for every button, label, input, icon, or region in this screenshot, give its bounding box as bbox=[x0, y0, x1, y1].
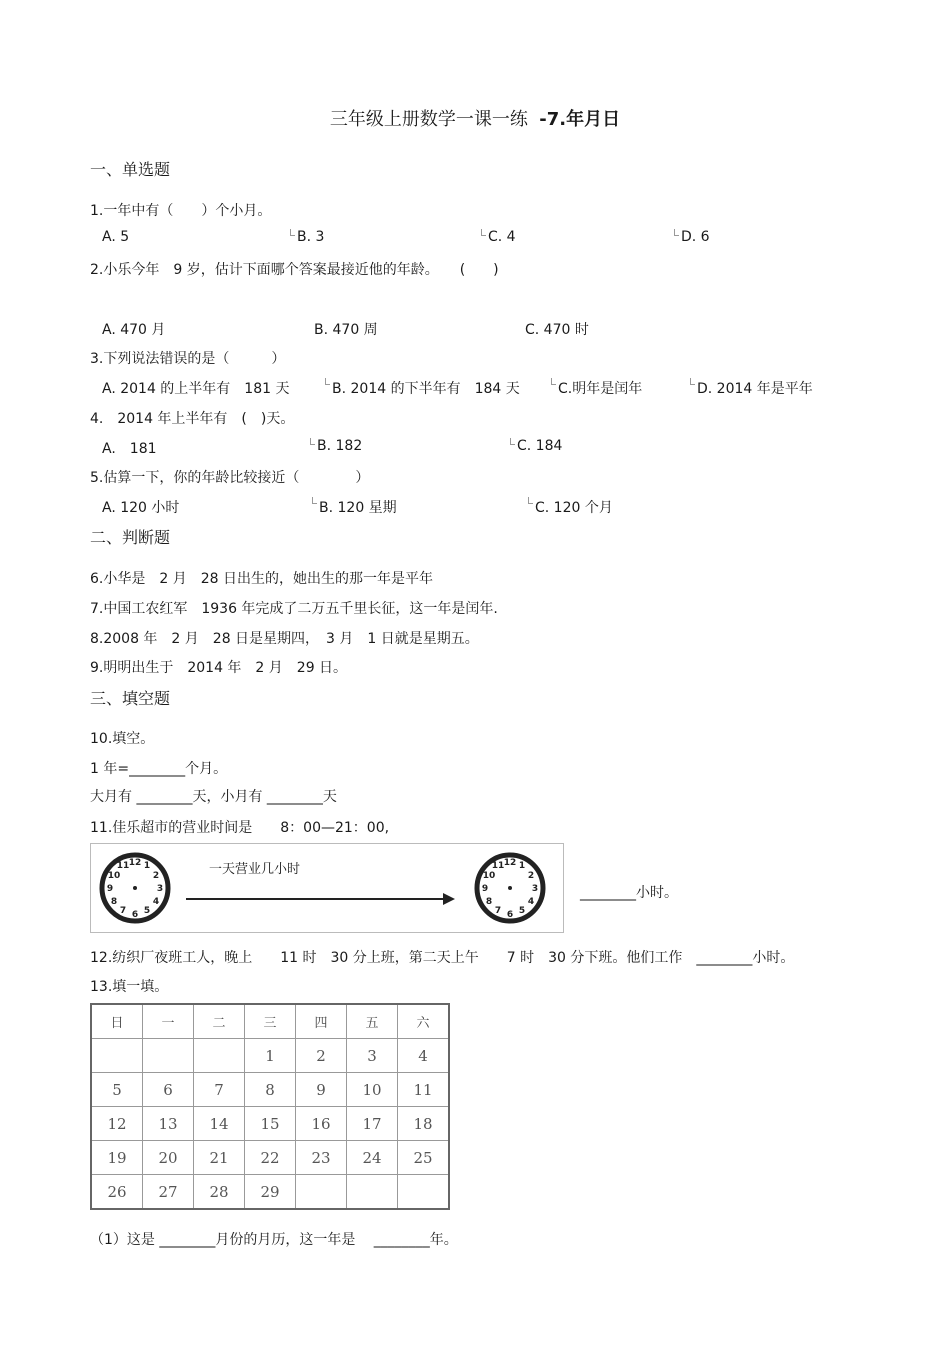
clock-end-icon bbox=[472, 850, 548, 926]
question-8: 8.2008 年 2 月 28 日是星期四， 3 月 1 日就是星期五。 bbox=[90, 631, 479, 647]
clock-start-icon bbox=[97, 850, 173, 926]
svg-text:9: 9 bbox=[106, 884, 114, 894]
svg-text:5: 5 bbox=[143, 906, 151, 916]
arrow-line bbox=[186, 898, 446, 900]
option-marker-icon bbox=[551, 378, 556, 385]
q11-answer[interactable]: ________小时。 bbox=[580, 885, 678, 901]
svg-text:10: 10 bbox=[482, 871, 496, 881]
calendar-cell: 27 bbox=[143, 1175, 194, 1210]
calendar-cell: 29 bbox=[245, 1175, 296, 1210]
calendar-cell: 25 bbox=[398, 1141, 450, 1175]
q4-option-b[interactable]: B. 182 bbox=[310, 438, 362, 454]
option-marker-icon bbox=[481, 229, 486, 236]
clock-figure bbox=[90, 843, 564, 933]
calendar-cell: 15 bbox=[245, 1107, 296, 1141]
calendar-cell: 6 bbox=[143, 1073, 194, 1107]
q3-option-c[interactable]: C.明年是闰年 bbox=[551, 378, 642, 398]
svg-text:10: 10 bbox=[107, 871, 121, 881]
section-true-false: 二、判断题 bbox=[90, 528, 171, 547]
calendar-cell: 20 bbox=[143, 1141, 194, 1175]
arrow-right-icon bbox=[443, 893, 455, 905]
calendar-header: 五 bbox=[347, 1004, 398, 1039]
calendar-row bbox=[91, 1073, 449, 1107]
svg-text:11: 11 bbox=[491, 861, 505, 871]
svg-text:3: 3 bbox=[531, 884, 539, 894]
calendar-cell bbox=[194, 1039, 245, 1073]
q1-option-b[interactable]: B. 3 bbox=[290, 229, 324, 245]
svg-text:5: 5 bbox=[518, 906, 526, 916]
calendar-cell: 3 bbox=[347, 1039, 398, 1073]
q10-line-1[interactable]: 1 年=________个月。 bbox=[90, 761, 228, 777]
calendar-cell: 7 bbox=[194, 1073, 245, 1107]
calendar-header: 六 bbox=[398, 1004, 450, 1039]
calendar-cell: 10 bbox=[347, 1073, 398, 1107]
q1-option-a[interactable]: A. 5 bbox=[102, 229, 130, 245]
calendar-cell: 9 bbox=[296, 1073, 347, 1107]
q3-option-a[interactable]: A. 2014 的上半年有 181 天 bbox=[102, 381, 290, 397]
svg-text:1: 1 bbox=[143, 861, 151, 871]
svg-text:4: 4 bbox=[527, 897, 535, 907]
q5-option-c[interactable]: C. 120 个月 bbox=[528, 497, 613, 517]
q2-option-b[interactable]: B. 470 周 bbox=[314, 322, 378, 338]
section-fill-blank: 三、填空题 bbox=[90, 689, 171, 708]
svg-text:8: 8 bbox=[110, 897, 118, 907]
svg-text:12: 12 bbox=[503, 858, 517, 868]
question-2: 2.小乐今年 9 岁，估计下面哪个答案最接近他的年龄。 ( ) bbox=[90, 262, 499, 278]
calendar-cell: 8 bbox=[245, 1073, 296, 1107]
calendar-cell: 4 bbox=[398, 1039, 450, 1073]
calendar-cell: 19 bbox=[91, 1141, 143, 1175]
q3-option-b[interactable]: B. 2014 的下半年有 184 天 bbox=[325, 378, 520, 398]
question-13: 13.填一填。 bbox=[90, 979, 169, 995]
svg-text:11: 11 bbox=[116, 861, 130, 871]
section-single-choice: 一、单选题 bbox=[90, 160, 171, 179]
calendar-header: 一 bbox=[143, 1004, 194, 1039]
calendar-header: 三 bbox=[245, 1004, 296, 1039]
calendar-cell: 26 bbox=[91, 1175, 143, 1210]
option-marker-icon bbox=[290, 229, 295, 236]
option-marker-icon bbox=[690, 378, 695, 385]
q2-option-a[interactable]: A. 470 月 bbox=[102, 322, 166, 338]
option-marker-icon bbox=[310, 438, 315, 445]
calendar-header: 日 bbox=[91, 1004, 143, 1039]
q10-line-2[interactable]: 大月有 ________天，小月有 ________天 bbox=[90, 789, 337, 805]
page-title bbox=[0, 105, 950, 131]
q13-sub-1[interactable]: （1）这是 ________月份的月历，这一年是 ________年。 bbox=[90, 1232, 458, 1248]
calendar-cell: 23 bbox=[296, 1141, 347, 1175]
calendar-cell: 11 bbox=[398, 1073, 450, 1107]
calendar-cell: 12 bbox=[91, 1107, 143, 1141]
option-marker-icon bbox=[510, 438, 515, 445]
svg-text:2: 2 bbox=[527, 871, 535, 881]
question-12[interactable]: 12.纺织厂夜班工人，晚上 11 时 30 分上班，第二天上午 7 时 30 分下班。他们工作 ________小时。 bbox=[90, 950, 795, 966]
calendar-cell: 28 bbox=[194, 1175, 245, 1210]
calendar-cell: 21 bbox=[194, 1141, 245, 1175]
q5-option-a[interactable]: A. 120 小时 bbox=[102, 500, 180, 516]
svg-text:1: 1 bbox=[518, 861, 526, 871]
calendar-row bbox=[91, 1039, 449, 1073]
calendar-cell bbox=[143, 1039, 194, 1073]
svg-text:6: 6 bbox=[506, 910, 514, 920]
calendar-cell: 1 bbox=[245, 1039, 296, 1073]
calendar-header: 四 bbox=[296, 1004, 347, 1039]
calendar-cell: 18 bbox=[398, 1107, 450, 1141]
svg-text:9: 9 bbox=[481, 884, 489, 894]
q4-option-c[interactable]: C. 184 bbox=[510, 438, 562, 454]
calendar-cell: 5 bbox=[91, 1073, 143, 1107]
calendar-cell: 2 bbox=[296, 1039, 347, 1073]
calendar-cell: 24 bbox=[347, 1141, 398, 1175]
q2-option-c[interactable]: C. 470 时 bbox=[525, 322, 589, 338]
svg-text:12: 12 bbox=[128, 858, 142, 868]
option-marker-icon bbox=[674, 229, 679, 236]
svg-text:2: 2 bbox=[152, 871, 160, 881]
calendar-cell: 13 bbox=[143, 1107, 194, 1141]
option-marker-icon bbox=[528, 497, 533, 504]
svg-text:7: 7 bbox=[494, 906, 502, 916]
calendar-row bbox=[91, 1107, 449, 1141]
calendar-cell: 16 bbox=[296, 1107, 347, 1141]
svg-text:7: 7 bbox=[119, 906, 127, 916]
question-11: 11.佳乐超市的营业时间是 8：00—21：00, bbox=[90, 820, 390, 836]
question-7: 7.中国工农红军 1936 年完成了二万五千里长征，这一年是闰年. bbox=[90, 601, 498, 617]
question-1: 1.一年中有（ ）个小月。 bbox=[90, 203, 272, 219]
calendar-row bbox=[91, 1175, 449, 1210]
svg-text:3: 3 bbox=[156, 884, 164, 894]
svg-text:4: 4 bbox=[152, 897, 160, 907]
question-5: 5.估算一下，你的年龄比较接近（ ） bbox=[90, 470, 370, 486]
option-marker-icon bbox=[312, 497, 317, 504]
calendar-cell bbox=[347, 1175, 398, 1210]
option-marker-icon bbox=[325, 378, 330, 385]
title-main: 三年级上册数学一课一练 bbox=[329, 109, 528, 130]
calendar-row bbox=[91, 1141, 449, 1175]
q5-option-b[interactable]: B. 120 星期 bbox=[312, 497, 397, 517]
q1-option-c[interactable]: C. 4 bbox=[481, 229, 516, 245]
svg-text:8: 8 bbox=[485, 897, 493, 907]
calendar-header-row bbox=[91, 1004, 449, 1039]
question-9: 9.明明出生于 2014 年 2 月 29 日。 bbox=[90, 660, 348, 676]
calendar-cell: 14 bbox=[194, 1107, 245, 1141]
q3-option-d[interactable]: D. 2014 年是平年 bbox=[690, 378, 813, 398]
question-6: 6.小华是 2 月 28 日出生的，她出生的那一年是平年 bbox=[90, 571, 433, 587]
calendar-cell: 17 bbox=[347, 1107, 398, 1141]
calendar-cell bbox=[398, 1175, 450, 1210]
question-10: 10.填空。 bbox=[90, 731, 155, 747]
calendar-header: 二 bbox=[194, 1004, 245, 1039]
question-4: 4. 2014 年上半年有 ( )天。 bbox=[90, 411, 295, 427]
q4-option-a[interactable]: A. 181 bbox=[102, 441, 157, 457]
q1-option-d[interactable]: D. 6 bbox=[674, 229, 710, 245]
svg-text:6: 6 bbox=[131, 910, 139, 920]
calendar-cell bbox=[91, 1039, 143, 1073]
clock-caption: 一天营业几小时 bbox=[209, 862, 301, 877]
calendar-cell bbox=[296, 1175, 347, 1210]
calendar-cell: 22 bbox=[245, 1141, 296, 1175]
title-suffix: -7.年月日 bbox=[539, 109, 621, 130]
question-3: 3.下列说法错误的是（ ） bbox=[90, 351, 286, 367]
calendar-table bbox=[90, 1003, 450, 1210]
